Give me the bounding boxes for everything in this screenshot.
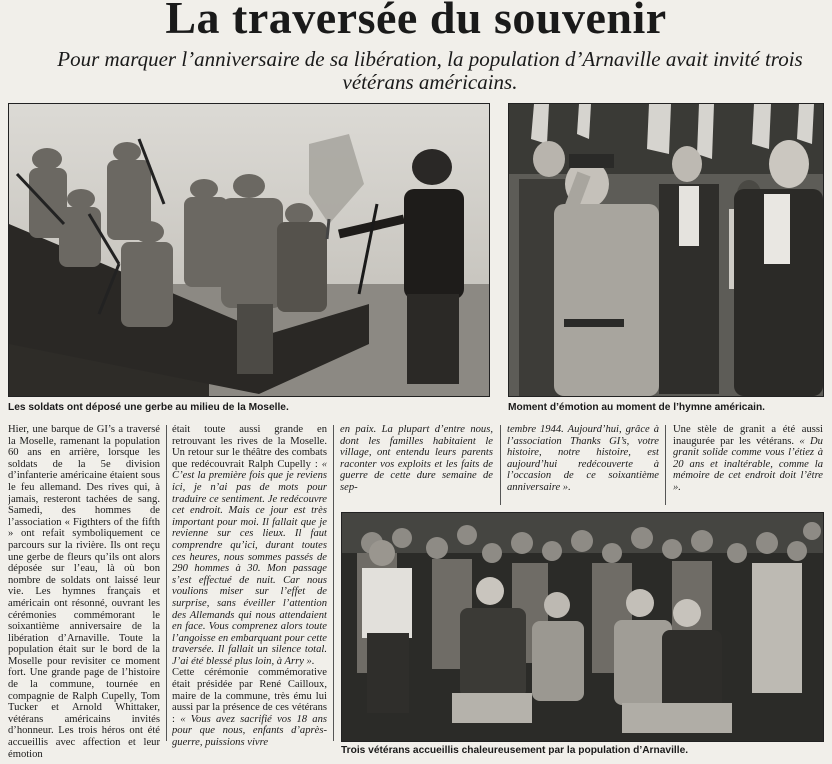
photo-veterans bbox=[341, 512, 824, 742]
quote-stele: « Du granit solide comme vous l’étiez à 20 ans et inaltérable, comme la mémoire de cet endroit doit l’être ». bbox=[673, 435, 823, 493]
caption-anthem: Moment d’émotion au moment de l’hymne américain. bbox=[508, 402, 765, 413]
column-rule bbox=[166, 425, 167, 741]
body-text bbox=[172, 424, 327, 667]
headline: La traversée du souvenir bbox=[165, 0, 667, 43]
caption-boat: Les soldats ont déposé une gerbe au milieu de la Moselle. bbox=[8, 402, 289, 413]
photo-anthem bbox=[508, 103, 824, 397]
body-text bbox=[340, 424, 493, 494]
body-column-5 bbox=[673, 424, 823, 508]
body-text bbox=[507, 424, 659, 494]
body-text-run: était toute aussi grande en retrouvant les rives de la Moselle. Un retour sur le théâtre des combats que redécouvrait Ralph Cupelly : bbox=[172, 424, 327, 470]
body-text: Hier, une barque de GI’s a traversé la Moselle, ramenant la population 60 ans en arrière, lorsque les soldats de la 5e division d’infanterie américaine étaient sous le feu allemand. Des rives qui, à jamais, resteront tachées de sang. Samedi, des hommes de l’association « Figthters of the fifth » ont refait symboliquement ce parcours sur la rivière. Ils ont reçu une gerbe de fleurs qu’ils ont alors déposée sur l’eau, là où bon nombre de soldats ont laissé leur vie. Les hymnes français et américain ont résonné, ouvrant les cérémonies commémorant le soixantième anniversaire de la libération d’Arnaville. Toute la population était sur le bord de la Moselle pour revisiter ce moment fort. Une grande page de l’histoire de la commune, tournée en compagnie de Ralph Cupelly, Tom Tucker et Arnold Whittaker, vétérans américains invités d’honneur. Les trois héros ont été accueillis avec affection et leur émotion bbox=[8, 424, 160, 760]
body-column-4 bbox=[507, 424, 659, 508]
body-column-1 bbox=[8, 424, 160, 762]
quote-cupelly: « C’est la première fois que je reviens ici, je n’ai pas de mots pour traduire ce sentiment. Je redécouvre cet endroit. Mais ce jour est très important pour moi. Il fallait que je revienne sur ces lieux. Il faut comprendre qu’ici, durant toutes ces heures, nous sommes passés de 290 hommes à 30. Mon passage s’est effectué de nuit. Car nous voulions miser sur l’effet de surprise, sans éveiller l’attention des Allemands qui nous attendaient en face. Vous comprenez alors toute l’angoisse en embarquant pour cette traversée. Il fallait un silence total. J’ai été blessé plus loin, à Arry ». bbox=[172, 458, 327, 667]
body-text-run: Cette cérémonie commémorative était présidée par René Cailloux, maire de la commune, très ému lui aussi par la présence de ces vétérans : bbox=[172, 667, 327, 725]
standfirst: Pour marquer l’anniversaire de sa libération, la population d’Arnaville avait invité trois vétérans américains. bbox=[57, 47, 803, 94]
column-rule bbox=[333, 425, 334, 741]
body-text bbox=[172, 667, 327, 748]
column-rule bbox=[665, 425, 666, 505]
quote-mayor: « Vous avez sacrifié vos 18 ans pour que nous, enfants d’après-guerre, puissions vivre bbox=[172, 713, 327, 749]
column-rule bbox=[500, 425, 501, 505]
quote-mayor-cont: en paix. La plupart d’entre nous, dont les familles habitaient le village, ont entendu leurs parents raconter vos exploits et les faits de guerre de cette dure semaine de sep- bbox=[340, 424, 493, 493]
quote-mayor-end: tembre 1944. Aujourd’hui, grâce à l’association Thanks GI’s, votre histoire, notre histoire, est aujourd’hui redécouverte à l’occasion de ce soixantième anniversaire ». bbox=[507, 424, 659, 493]
body-text-run: Une stèle de granit a été aussi inaugurée par les vétérans. bbox=[673, 424, 823, 447]
caption-veterans: Trois vétérans accueillis chaleureusement par la population d’Arnaville. bbox=[341, 745, 689, 756]
photo-boat-crossing bbox=[8, 103, 490, 397]
body-text bbox=[673, 424, 823, 494]
body-column-2 bbox=[172, 424, 327, 762]
body-column-3 bbox=[340, 424, 493, 508]
